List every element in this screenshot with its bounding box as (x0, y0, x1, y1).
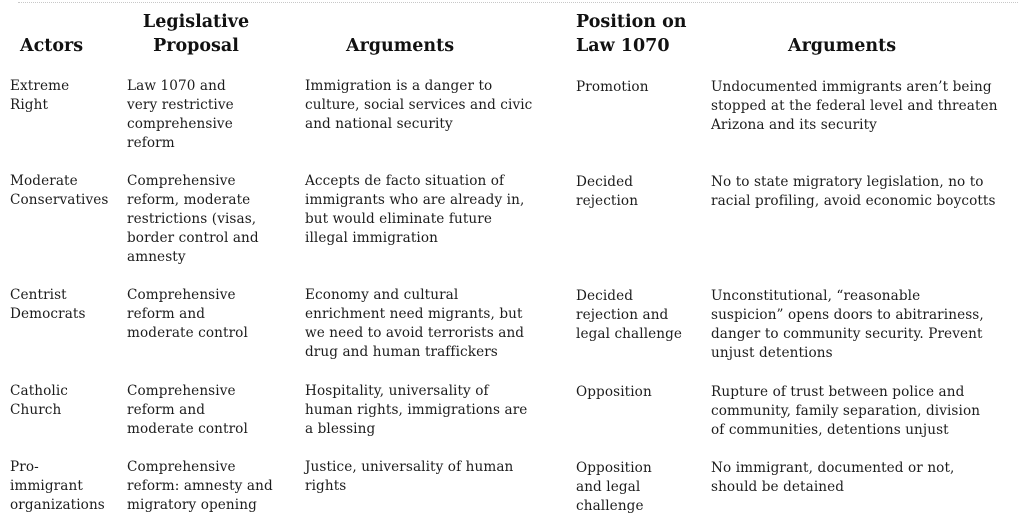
cell-arguments-proposal: Accepts de facto situation of immigrants who are already in, but would eliminate future illegal immigration (305, 173, 525, 246)
header-actors: Actors (20, 36, 84, 56)
cell-position: Opposition and legal challenge (576, 460, 652, 514)
cell-actor: Moderate Conservatives (10, 173, 109, 208)
header-position-law-1070: Position on Law 1070 (576, 12, 687, 56)
cell-actor: Catholic Church (10, 383, 69, 418)
cell-arguments-position: Unconstitutional, “reasonable suspicion” opens doors to abitrariness, danger to community security. Prevent unjust detentions (711, 288, 984, 361)
cell-proposal: Comprehensive reform and moderate control (127, 287, 248, 341)
cell-arguments-proposal: Hospitality, universality of human rights, immigrations are a blessing (305, 383, 528, 437)
cell-position: Decided rejection (576, 174, 639, 209)
cell-proposal: Comprehensive reform: amnesty and migratory opening (127, 459, 273, 513)
cell-actor: Centrist Democrats (10, 287, 86, 322)
cell-proposal: Comprehensive reform, moderate restrictions (visas, border control and amnesty (127, 173, 259, 265)
cell-arguments-position: No immigrant, documented or not, should be detained (711, 460, 955, 495)
cell-actor: Pro- immigrant organizations (10, 459, 105, 513)
cell-arguments-position: Undocumented immigrants aren’t being stopped at the federal level and threaten Arizona and its security (711, 79, 998, 133)
cell-proposal: Law 1070 and very restrictive comprehensive reform (127, 78, 234, 151)
cell-position: Opposition (576, 384, 652, 400)
cell-arguments-position: No to state migratory legislation, no to racial profiling, avoid economic boycotts (711, 174, 996, 209)
cell-arguments-proposal: Immigration is a danger to culture, social services and civic and national security (305, 78, 533, 132)
header-arguments-position: Arguments (788, 36, 897, 56)
cell-position: Decided rejection and legal challenge (576, 288, 683, 342)
cell-proposal: Comprehensive reform and moderate control (127, 383, 248, 437)
cell-position: Promotion (576, 79, 649, 95)
top-dotted-rule (18, 2, 1018, 3)
header-arguments-proposal: Arguments (346, 36, 455, 56)
cell-arguments-position: Rupture of trust between police and community, family separation, division of communities, detentions unjust (711, 384, 981, 438)
cell-arguments-proposal: Justice, universality of human rights (305, 459, 514, 494)
cell-actor: Extreme Right (10, 78, 70, 113)
header-legislative-proposal: Legislative Proposal (142, 12, 250, 56)
cell-arguments-proposal: Economy and cultural enrichment need migrants, but we need to avoid terrorists and drug and human traffickers (305, 287, 525, 360)
